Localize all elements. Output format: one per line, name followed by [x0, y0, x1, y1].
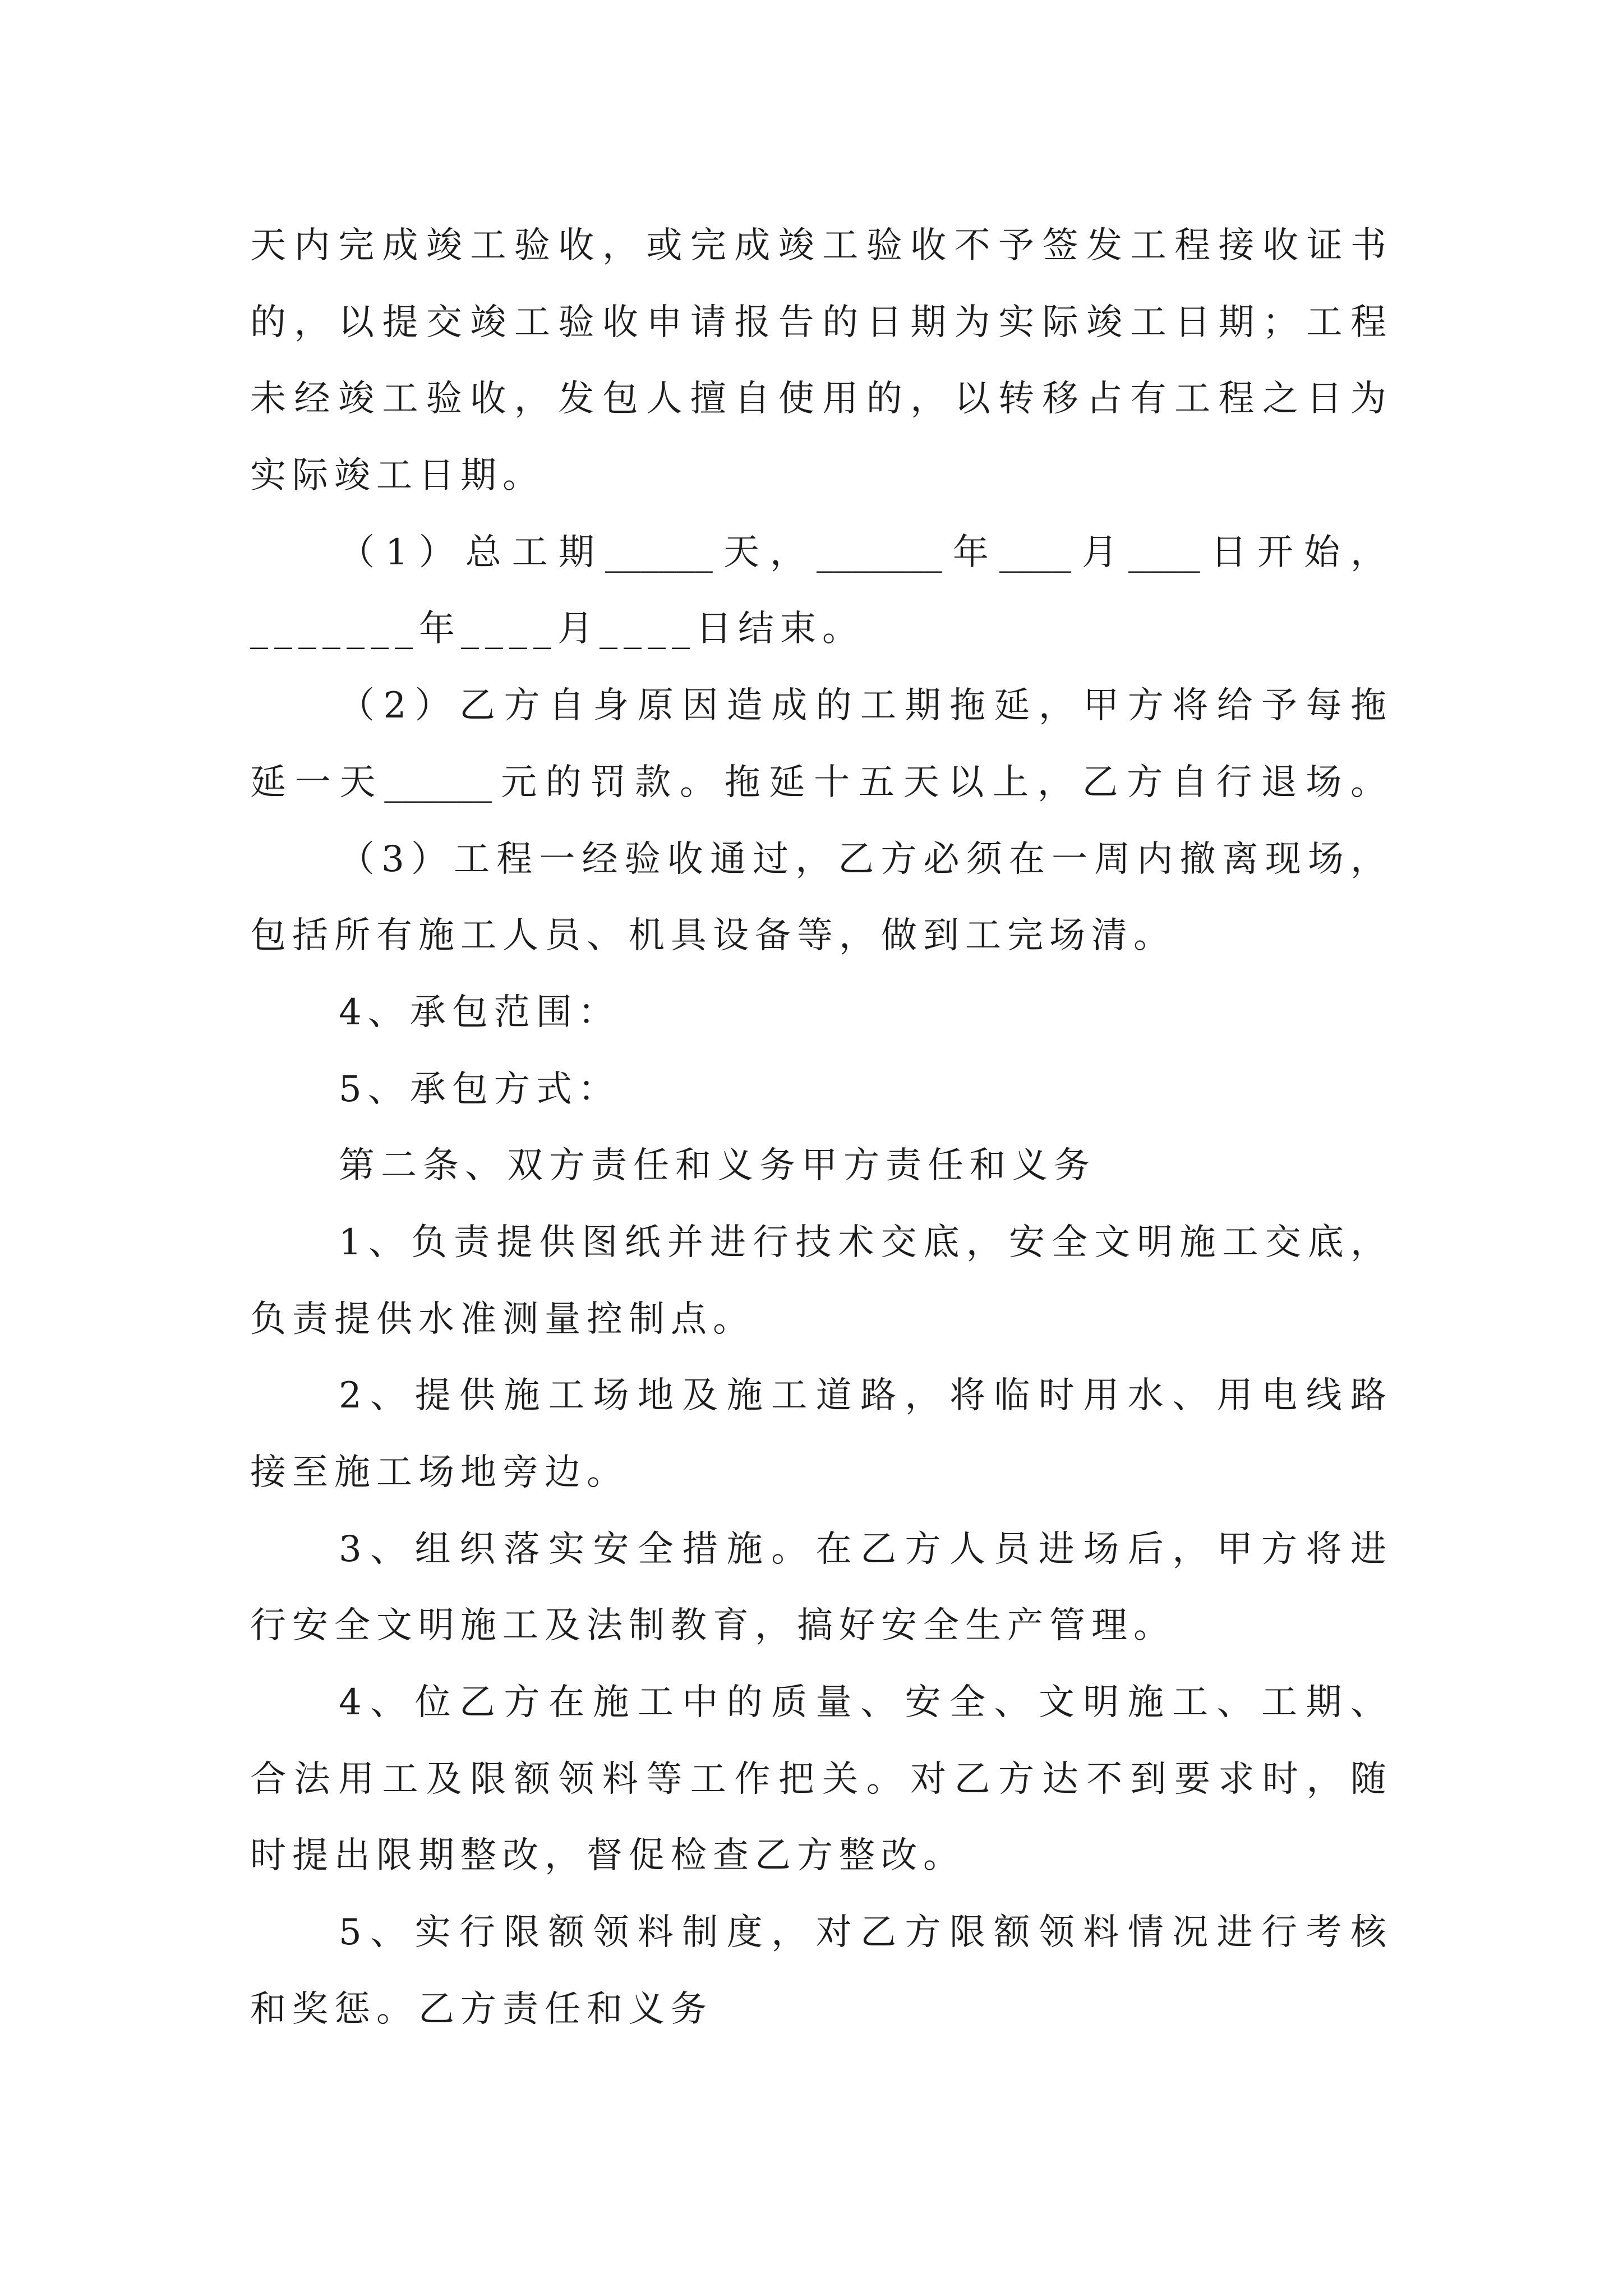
text-line: 合法用工及限额领料等工作把关。对乙方达不到要求时，随 [250, 1758, 1386, 1800]
text-line: 行安全文明施工及法制教育，搞好安全生产管理。 [250, 1605, 1175, 1647]
text-line: 未经竣工验收，发包人擅自使用的，以转移占有工程之日为 [250, 378, 1386, 420]
text-line: 实际竣工日期。 [250, 455, 545, 497]
text-line: 天内完成竣工验收，或完成竣工验收不予签发工程接收证书 [250, 225, 1386, 266]
text-line: 负责提供水准测量控制点。 [250, 1298, 755, 1340]
text-line: 的，以提交竣工验收申请报告的日期为实际竣工日期；工程 [250, 301, 1386, 343]
section-heading: 第二条、双方责任和义务甲方责任和义务 [339, 1145, 1096, 1187]
text-line: 和奖惩。乙方责任和义务 [250, 1988, 713, 2030]
text-line: 5、承包方式： [339, 1068, 620, 1110]
text-line: 1、负责提供图纸并进行技术交底，安全文明施工交底， [339, 1221, 1386, 1263]
paragraph [250, 1894, 1386, 2047]
paragraph [250, 208, 1386, 514]
text-line: 4、承包范围： [339, 991, 620, 1033]
text-line: 2、提供施工场地及施工道路，将临时用水、用电线路 [339, 1375, 1386, 1417]
body-text [250, 208, 1386, 2048]
text-line: 5、实行限额领料制度，对乙方限额领料情况进行考核 [339, 1912, 1386, 1954]
paragraph [250, 1358, 1386, 1511]
text-line: 4、位乙方在施工中的质量、安全、文明施工、工期、 [339, 1682, 1386, 1724]
paragraph [250, 1128, 1386, 1204]
paragraph [250, 1204, 1386, 1358]
text-line: 接至施工场地旁边。 [250, 1452, 629, 1493]
text-line: 延一天______元的罚款。拖延十五天以上，乙方自行退场。 [250, 761, 1386, 803]
text-line: _______年____月____日结束。 [250, 608, 864, 650]
paragraph [250, 514, 1386, 668]
paragraph [250, 1511, 1386, 1664]
text-line: 包括所有施工人员、机具设备等，做到工完场清。 [250, 915, 1175, 957]
paragraph [250, 974, 1386, 1051]
text-line: 时提出限期整改，督促检查乙方整改。 [250, 1835, 965, 1877]
paragraph [250, 821, 1386, 974]
paragraph [250, 668, 1386, 821]
text-line: 3、组织落实安全措施。在乙方人员进场后，甲方将进 [339, 1528, 1386, 1570]
text-line: （2）乙方自身原因造成的工期拖延，甲方将给予每拖 [339, 685, 1386, 727]
text-line: （1）总工期______天，_______年____月____日开始， [339, 531, 1386, 573]
paragraph [250, 1664, 1386, 1894]
paragraph [250, 1051, 1386, 1128]
text-line: （3）工程一经验收通过，乙方必须在一周内撤离现场， [339, 838, 1386, 880]
